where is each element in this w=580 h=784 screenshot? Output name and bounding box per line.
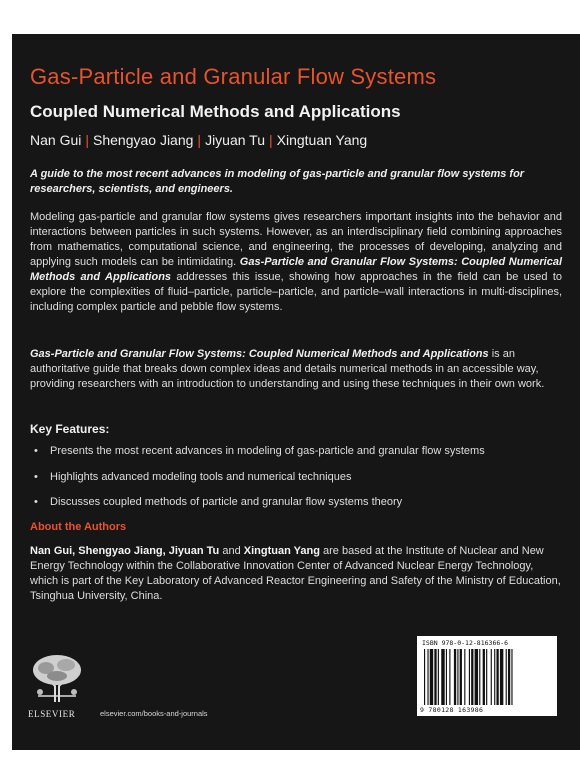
paragraph-text: is an authoritative guide that breaks down complex ideas and details numerical methods in an accessible way, providing researchers with an introduction to understanding and using these techniques in their own work. — [30, 348, 545, 390]
author-name: Shengyao Jiang — [93, 132, 194, 148]
isbn-number: ISBN 978-0-12-816366-6 — [422, 639, 509, 647]
book-title-reference: Gas-Particle and Granular Flow Systems: Coupled Numerical Methods and Applications — [30, 348, 489, 360]
paragraph-text: addresses this issue, showing how approaches in the field can be used to explore the complexities of fluid–particle, particle–particle, and particle–wall interactions in multi-disciplines, including complex particle and pebble flow systems. — [30, 271, 562, 313]
bullet-icon: • — [34, 445, 38, 457]
feature-item — [34, 471, 351, 483]
isbn-barcode — [417, 636, 557, 716]
barcode-digits: 9 780128 163986 — [420, 706, 484, 714]
bullet-icon: • — [34, 471, 38, 483]
book-title-reference: Gas-Particle and Granular Flow Systems: Coupled Numerical Methods and Applications — [30, 256, 562, 283]
author-name: Jiyuan Tu — [205, 132, 265, 148]
author-line — [30, 132, 367, 148]
description-paragraph — [30, 210, 562, 315]
about-authors-paragraph — [30, 544, 562, 604]
publisher-url: elsevier.com/books-and-journals — [100, 709, 208, 718]
back-cover — [12, 34, 580, 750]
feature-item — [34, 496, 402, 508]
book-title: Gas-Particle and Granular Flow Systems — [30, 64, 437, 89]
conjunction: and — [219, 545, 244, 557]
author-separator: | — [85, 132, 89, 148]
barcode-bars-icon — [422, 649, 552, 705]
feature-text: Discusses coupled methods of particle and granular flow systems theory — [50, 496, 403, 508]
author-names: Xingtuan Yang — [243, 545, 320, 557]
paragraph-text: Modeling gas-particle and granular flow systems gives researchers important insights into the behavior and interactions between particles in such systems. However, as an interdisciplinary field combining approaches from mathematics, computational science, and engineering, the processes of developing, analyzing and applying such models can be intimidating. — [30, 211, 562, 268]
bullet-icon: • — [34, 496, 38, 508]
key-features-heading: Key Features: — [30, 422, 110, 436]
publisher-name: ELSEVIER — [28, 709, 76, 719]
about-authors-heading: About the Authors — [30, 521, 127, 533]
author-name: Xingtuan Yang — [276, 132, 368, 148]
author-separator: | — [269, 132, 273, 148]
feature-text: Highlights advanced modeling tools and numerical techniques — [50, 471, 352, 483]
author-names: Nan Gui, Shengyao Jiang, Jiyuan Tu — [30, 545, 220, 557]
paragraph-text: are based at the Institute of Nuclear and New Energy Technology within the Collaborative Innovation Center of Advanced Nuclear Energy Technology, which is part of the Key Laboratory of Advanced Reactor Engineering and Safety of the Ministry of Education, Tsinghua University, China. — [30, 545, 561, 602]
lead-paragraph: A guide to the most recent advances in modeling of gas-particle and granular flow systems for researchers, scientists, and engineers. — [30, 168, 525, 195]
feature-text: Presents the most recent advances in modeling of gas-particle and granular flow systems — [50, 445, 485, 457]
feature-item — [34, 445, 485, 457]
author-separator: | — [197, 132, 202, 148]
elsevier-tree-logo-icon — [28, 652, 86, 704]
author-name: Nan Gui — [30, 132, 82, 148]
summary-paragraph — [30, 347, 562, 392]
book-subtitle: Coupled Numerical Methods and Applications — [30, 102, 401, 121]
